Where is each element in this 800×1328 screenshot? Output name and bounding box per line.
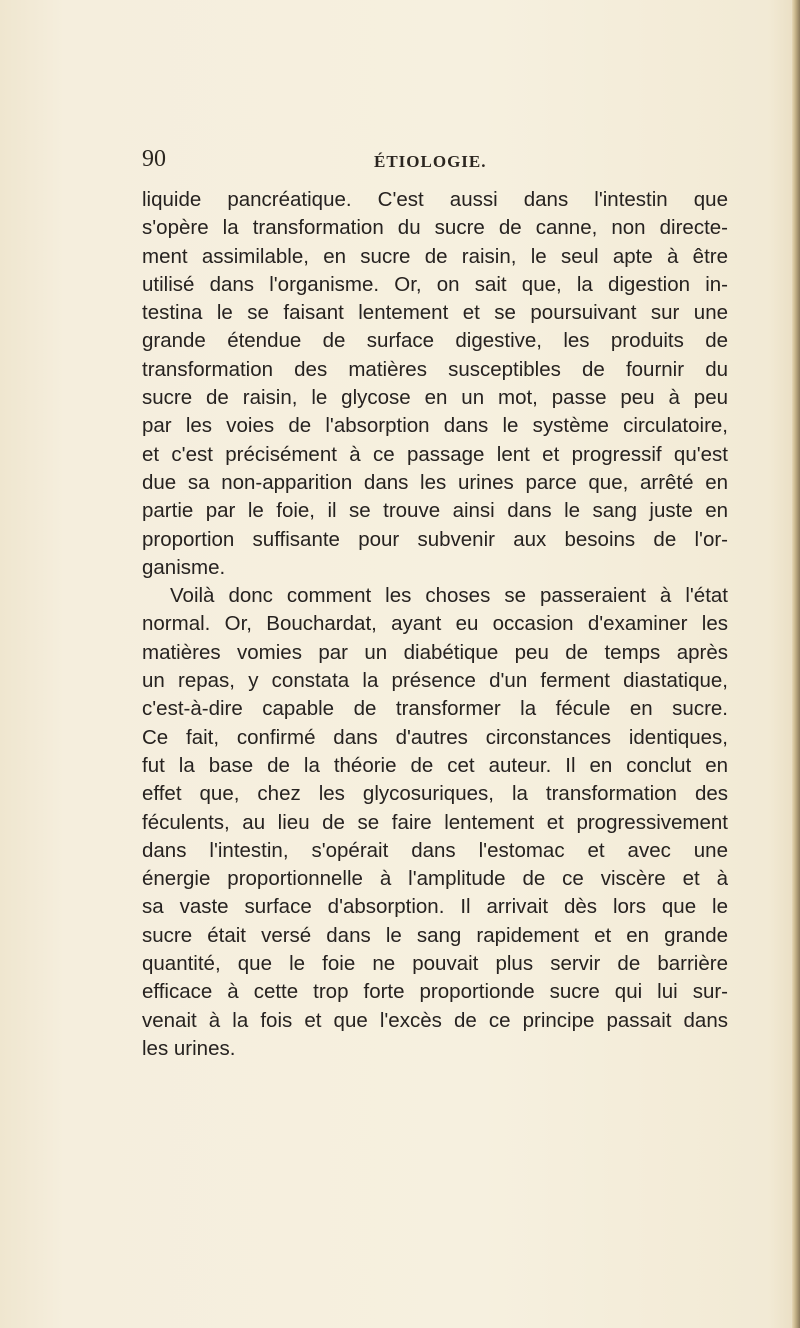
- text-line: fut la base de la théorie de cet auteur. Il en conclut en: [142, 753, 728, 777]
- text-line: ment assimilable, en sucre de raisin, le seul apte à être: [142, 244, 728, 268]
- running-head: ÉTIOLOGIE.: [374, 152, 487, 171]
- text-line: énergie proportionnelle à l'amplitude de ce viscère et à: [142, 867, 728, 891]
- text-line: Voilà donc comment les choses se passeraient à l'état: [170, 584, 728, 608]
- text-line: proportion suffisante pour subvenir aux besoins de l'or-: [142, 527, 728, 551]
- text-line: efficace à cette trop forte proportionde sucre qui lui sur-: [142, 980, 728, 1004]
- text-line: féculents, au lieu de se faire lentement et progressivement: [142, 810, 728, 834]
- text-line: partie par le foie, il se trouve ainsi dans le sang juste en: [142, 499, 728, 523]
- text-line: sa vaste surface d'absorption. Il arrivait dès lors que le: [142, 895, 728, 919]
- text-line: due sa non-apparition dans les urines parce que, arrêté en: [142, 470, 728, 494]
- text-line: s'opère la transformation du sucre de canne, non directe-: [142, 216, 728, 240]
- text-line: sucre était versé dans le sang rapidement et en grande: [142, 923, 728, 947]
- paragraph-2: [142, 582, 728, 1063]
- text-line: quantité, que le foie ne pouvait plus servir de barrière: [142, 952, 728, 976]
- text-line: transformation des matières susceptibles de fournir du: [142, 357, 728, 381]
- text-line: effet que, chez les glycosuriques, la transformation des: [142, 782, 728, 806]
- paragraph-1: [142, 186, 728, 582]
- text-line: Ce fait, confirmé dans d'autres circonstances identiques,: [142, 725, 728, 749]
- text-line: et c'est précisément à ce passage lent et progressif qu'est: [142, 442, 728, 466]
- text-line: testina le se faisant lentement et se poursuivant sur une: [142, 301, 728, 325]
- page-edge-shadow: [792, 0, 800, 1328]
- text-line: par les voies de l'absorption dans le système circulatoire,: [142, 414, 728, 438]
- text-line: les urines.: [142, 1036, 236, 1060]
- text-line: un repas, y constata la présence d'un ferment diastatique,: [142, 669, 728, 693]
- text-line: utilisé dans l'organisme. Or, on sait que, la digestion in-: [142, 272, 728, 296]
- page-header: [142, 146, 702, 178]
- text-line: sucre de raisin, le glycose en un mot, passe peu à peu: [142, 386, 728, 410]
- text-line: liquide pancréatique. C'est aussi dans l'intestin que: [142, 188, 728, 211]
- text-line: c'est-à-dire capable de transformer la fécule en sucre.: [142, 697, 728, 721]
- text-line: normal. Or, Bouchardat, ayant eu occasion d'examiner les: [142, 612, 728, 636]
- body-text: [142, 186, 728, 1063]
- page-number: 90: [142, 146, 166, 172]
- text-line: grande étendue de surface digestive, les produits de: [142, 329, 728, 353]
- text-line: dans l'intestin, s'opérait dans l'estomac et avec une: [142, 838, 728, 862]
- text-line: venait à la fois et que l'excès de ce principe passait dans: [142, 1008, 728, 1032]
- text-line: matières vomies par un diabétique peu de temps après: [142, 640, 728, 664]
- text-line: ganisme.: [142, 555, 226, 579]
